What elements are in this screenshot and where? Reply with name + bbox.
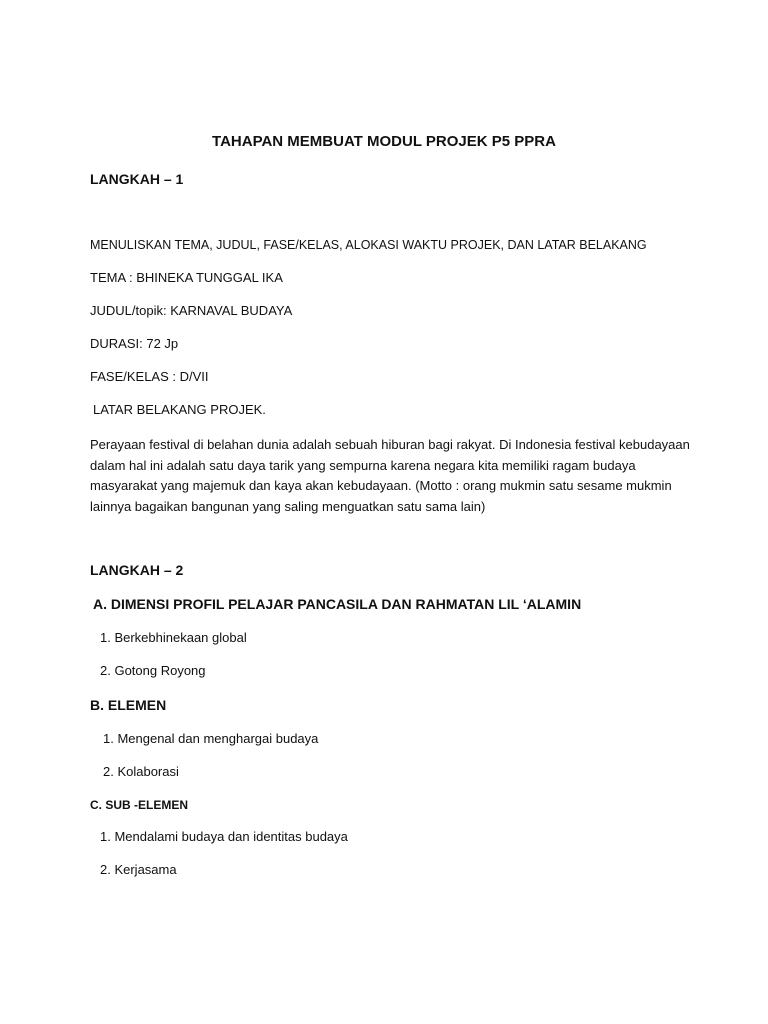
dimensi-heading: A. DIMENSI PROFIL PELAJAR PANCASILA DAN RAHMATAN LIL ‘ALAMIN bbox=[93, 596, 582, 612]
dimensi-item-1: 1. Berkebhinekaan global bbox=[100, 630, 247, 645]
document-title: TAHAPAN MEMBUAT MODUL PROJEK P5 PPRA bbox=[212, 133, 556, 150]
elemen-item-1: 1. Mengenal dan menghargai budaya bbox=[103, 731, 319, 746]
paragraph-line: Perayaan festival di belahan dunia adalah sebuah hiburan bagi rakyat. Di Indonesia festival kebudayaan bbox=[90, 437, 690, 452]
dimensi-item-2: 2. Gotong Royong bbox=[100, 663, 206, 678]
sub-elemen-item-1: 1. Mendalami budaya dan identitas budaya bbox=[100, 829, 348, 844]
fase-kelas-line: FASE/KELAS : D/VII bbox=[90, 369, 209, 384]
judul-line: JUDUL/topik: KARNAVAL BUDAYA bbox=[90, 303, 293, 318]
paragraph-line: dalam hal ini adalah satu daya tarik yang sempurna karena negara kita memiliki ragam budaya bbox=[90, 457, 636, 473]
langkah-2-heading: LANGKAH – 2 bbox=[90, 562, 184, 578]
latar-belakang-paragraph bbox=[90, 435, 690, 517]
langkah-1-heading: LANGKAH – 1 bbox=[90, 171, 184, 187]
tema-line: TEMA : BHINEKA TUNGGAL IKA bbox=[90, 270, 283, 285]
durasi-line: DURASI: 72 Jp bbox=[90, 336, 179, 351]
elemen-item-2: 2. Kolaborasi bbox=[103, 764, 179, 779]
paragraph-line: masyarakat yang majemuk dan kaya akan kebudayaan. (Motto : orang mukmin satu sesame mukmin bbox=[90, 478, 672, 493]
langkah-1-intro: MENULISKAN TEMA, JUDUL, FASE/KELAS, ALOKASI WAKTU PROJEK, DAN LATAR BELAKANG bbox=[90, 238, 647, 252]
paragraph-line: lainnya bagaikan bangunan yang saling menguatkan satu sama lain) bbox=[90, 498, 486, 514]
sub-elemen-heading: C. SUB -ELEMEN bbox=[90, 798, 189, 812]
sub-elemen-item-2: 2. Kerjasama bbox=[100, 862, 177, 877]
elemen-heading: B. ELEMEN bbox=[90, 697, 167, 713]
latar-belakang-heading: LATAR BELAKANG PROJEK. bbox=[93, 402, 266, 417]
